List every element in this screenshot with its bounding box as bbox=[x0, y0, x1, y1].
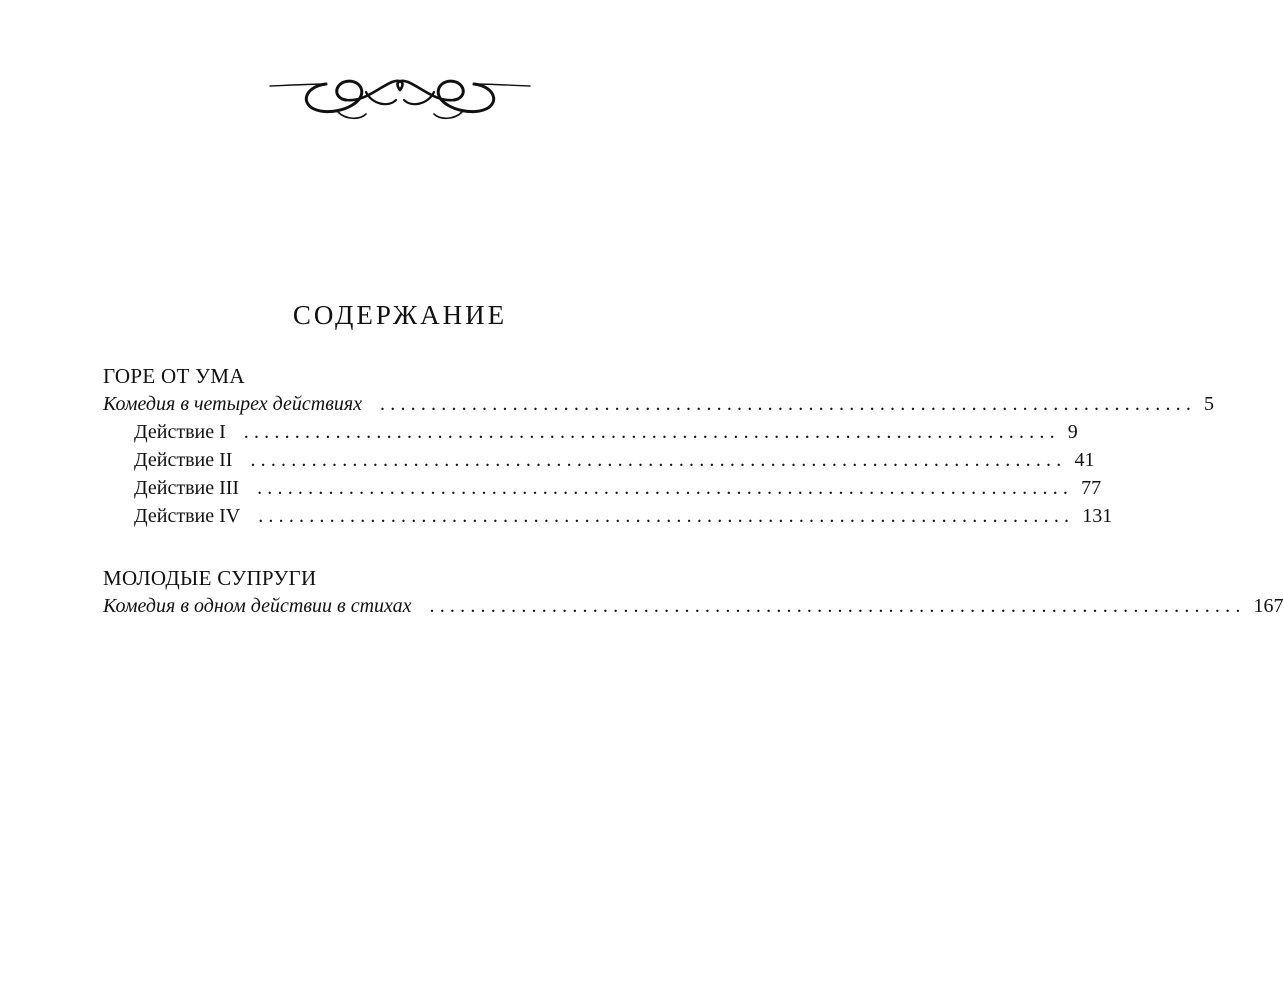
toc-entry-label: Действие II bbox=[134, 449, 233, 471]
dot-leader: ................................................................................ bbox=[243, 421, 1060, 443]
toc-entry-label: Действие I bbox=[134, 421, 226, 443]
toc-entry[interactable] bbox=[103, 390, 1215, 418]
toc-entry[interactable] bbox=[103, 418, 1078, 446]
toc-entry[interactable] bbox=[103, 592, 1284, 620]
table-of-contents bbox=[103, 362, 1284, 620]
toc-entry-label: Действие III bbox=[134, 477, 240, 499]
toc-page-number: 131 bbox=[1082, 505, 1113, 527]
toc-page-number: 77 bbox=[1081, 477, 1102, 499]
section-spacer bbox=[103, 530, 697, 564]
toc-entry[interactable] bbox=[103, 474, 1102, 502]
toc-section-title: ГОРЕ ОТ УМА bbox=[103, 364, 245, 388]
dot-leader: ................................................................................ bbox=[258, 505, 1075, 527]
toc-page-number: 9 bbox=[1067, 421, 1078, 443]
dot-leader: ................................................................................ bbox=[250, 449, 1067, 471]
dot-leader: ................................................................................ bbox=[429, 595, 1246, 617]
dot-leader: ................................................................................ bbox=[380, 393, 1197, 415]
toc-page-number: 41 bbox=[1074, 449, 1095, 471]
toc-page-number: 167 bbox=[1253, 595, 1284, 617]
dot-leader: ................................................................................ bbox=[257, 477, 1074, 499]
scroll-flourish-icon bbox=[268, 62, 532, 124]
page-title: СОДЕРЖАНИЕ bbox=[292, 300, 508, 330]
toc-entry-label: Комедия в одном действии в стихах bbox=[103, 595, 412, 617]
toc-entry-label: Комедия в четырех действиях bbox=[103, 393, 363, 415]
toc-page-number: 5 bbox=[1204, 393, 1215, 415]
toc-entry[interactable] bbox=[103, 502, 1113, 530]
toc-entry[interactable] bbox=[103, 446, 1095, 474]
toc-section-title: МОЛОДЫЕ СУПРУГИ bbox=[103, 566, 317, 590]
toc-entry-label: Действие IV bbox=[134, 505, 241, 527]
